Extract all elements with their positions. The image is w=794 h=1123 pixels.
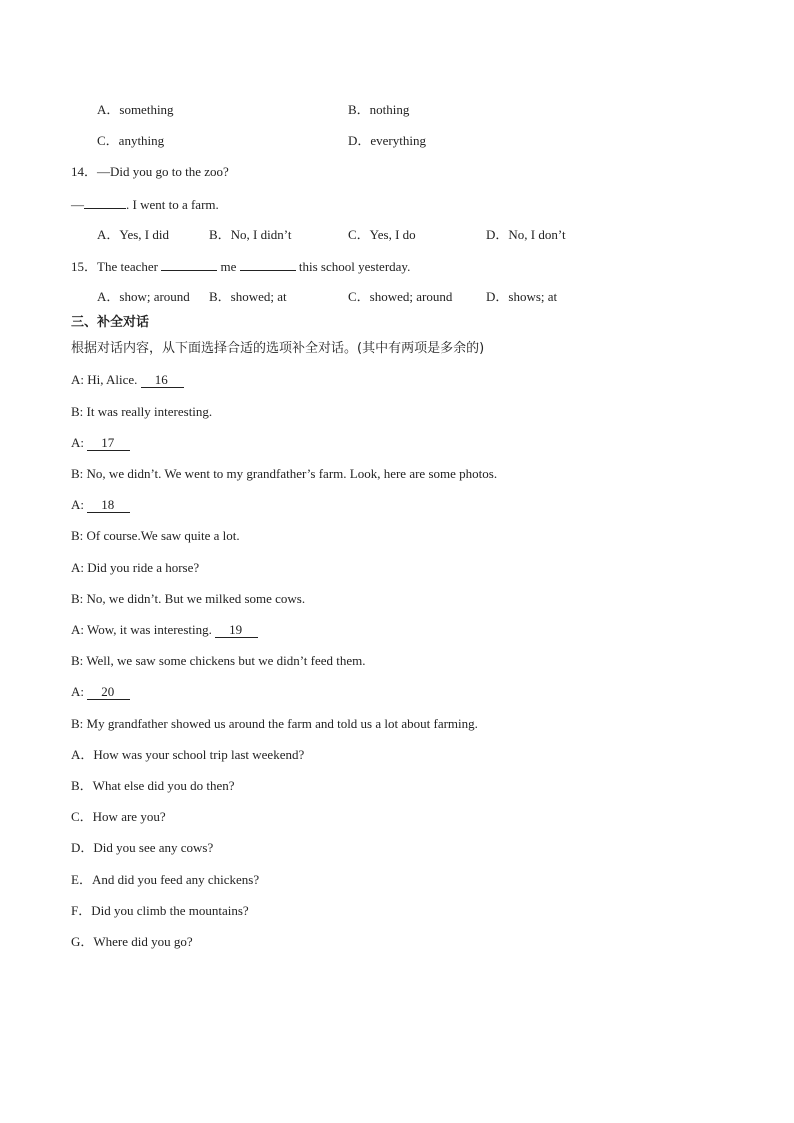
dialogue-blank-19[interactable]: 19: [215, 622, 258, 638]
reply-dash: —: [71, 197, 84, 212]
q15-option-c: [348, 288, 452, 306]
option-letter: D．: [348, 133, 371, 148]
choice-d: [71, 839, 213, 857]
question-text-part3: this school yesterday.: [298, 259, 411, 274]
q14-prompt: [71, 163, 229, 181]
option-text: No, I didn’t: [230, 227, 292, 242]
dialogue-blank-20[interactable]: 20: [87, 684, 130, 700]
option-letter: C．: [348, 289, 370, 304]
speaker: A:: [71, 622, 84, 637]
option-text: something: [119, 102, 174, 117]
option-text: Yes, I did: [119, 227, 169, 242]
question-number: 14．: [71, 164, 98, 179]
dialogue-line-9: [71, 621, 258, 639]
option-letter: C．: [348, 227, 370, 242]
dialogue-text: Hi, Alice.: [87, 372, 138, 387]
q15-option-b: [209, 288, 287, 306]
option-letter: B．: [348, 102, 370, 117]
dialogue-text: It was really interesting.: [86, 404, 213, 419]
option-letter: D．: [486, 227, 509, 242]
q13-option-b: [348, 101, 409, 119]
dialogue-line-10: [71, 652, 366, 670]
speaker: A:: [71, 497, 84, 512]
option-letter: B．: [209, 227, 231, 242]
q14-option-c: [348, 226, 416, 244]
dialogue-line-3: [71, 434, 130, 452]
q15-option-d: [486, 288, 557, 306]
dialogue-blank-18[interactable]: 18: [87, 497, 130, 513]
speaker: B:: [71, 591, 84, 606]
choice-b: [71, 777, 235, 795]
choice-letter: A．: [71, 747, 94, 762]
q14-reply: [71, 195, 219, 213]
dialogue-text: No, we didn’t. But we milked some cows.: [86, 591, 306, 606]
dialogue-text: Of course.We saw quite a lot.: [86, 528, 240, 543]
reply-text: . I went to a farm.: [126, 197, 219, 212]
choice-text: How are you?: [92, 809, 166, 824]
q15-option-a: [97, 288, 190, 306]
dialogue-line-1: [71, 371, 184, 389]
q13-option-d: [348, 132, 426, 150]
choice-g: [71, 933, 193, 951]
speaker: B:: [71, 716, 84, 731]
option-text: showed; at: [230, 289, 287, 304]
dialogue-text: Well, we saw some chickens but we didn’t feed them.: [86, 653, 366, 668]
dialogue-line-7: [71, 559, 199, 577]
dialogue-line-4: [71, 465, 497, 483]
choice-f: [71, 902, 249, 920]
option-text: showed; around: [369, 289, 453, 304]
choice-letter: G．: [71, 934, 94, 949]
option-letter: A．: [97, 289, 120, 304]
dialogue-line-6: [71, 527, 240, 545]
q14-option-b: [209, 226, 291, 244]
dialogue-text: My grandfather showed us around the farm and told us a lot about farming.: [86, 716, 478, 731]
choice-text: And did you feed any chickens?: [91, 872, 260, 887]
q13-option-c: [97, 132, 164, 150]
choice-a: [71, 746, 304, 764]
option-text: shows; at: [508, 289, 558, 304]
question-text-part2: me: [220, 259, 237, 274]
question-text-part1: The teacher: [97, 259, 158, 274]
speaker: A:: [71, 560, 84, 575]
question-text: —Did you go to the zoo?: [97, 164, 229, 179]
dialogue-blank-16[interactable]: 16: [141, 372, 184, 388]
option-text: everything: [370, 133, 426, 148]
choice-e: [71, 871, 259, 889]
q13-option-a: [97, 101, 174, 119]
dialogue-blank-17[interactable]: 17: [87, 435, 130, 451]
dialogue-line-2: [71, 403, 212, 421]
option-text: anything: [118, 133, 165, 148]
option-letter: A．: [97, 227, 120, 242]
option-text: show; around: [119, 289, 190, 304]
speaker: A:: [71, 435, 84, 450]
choice-letter: B．: [71, 778, 93, 793]
speaker: A:: [71, 372, 84, 387]
section-instruction: 根据对话内容，从下面选择合适的选项补全对话。(其中有两项是多余的): [71, 341, 485, 356]
option-letter: D．: [486, 289, 509, 304]
choice-text: How was your school trip last weekend?: [93, 747, 305, 762]
choice-text: Did you climb the mountains?: [91, 903, 249, 918]
speaker: B:: [71, 653, 84, 668]
option-letter: B．: [209, 289, 231, 304]
dialogue-line-5: [71, 496, 130, 514]
option-text: nothing: [369, 102, 410, 117]
choice-text: Where did you go?: [93, 934, 193, 949]
answer-blank-2[interactable]: [240, 257, 296, 271]
question-number: 15．: [71, 259, 98, 274]
section-heading: 三、补全对话: [71, 315, 150, 330]
dialogue-line-11: [71, 683, 130, 701]
q14-option-a: [97, 226, 169, 244]
speaker: B:: [71, 528, 84, 543]
dialogue-text: No, we didn’t. We went to my grandfather’s farm. Look, here are some photos.: [86, 466, 498, 481]
choice-letter: E．: [71, 872, 92, 887]
choice-text: What else did you do then?: [92, 778, 235, 793]
option-letter: C．: [97, 133, 119, 148]
dialogue-text: Wow, it was interesting.: [87, 622, 212, 637]
answer-blank[interactable]: [84, 195, 126, 209]
speaker: A:: [71, 684, 84, 699]
dialogue-text: Did you ride a horse?: [87, 560, 200, 575]
speaker: B:: [71, 466, 84, 481]
choice-letter: F．: [71, 903, 92, 918]
q14-option-d: [486, 226, 566, 244]
choice-c: [71, 808, 166, 826]
speaker: B:: [71, 404, 84, 419]
dialogue-line-12: [71, 715, 478, 733]
option-text: No, I don’t: [508, 227, 566, 242]
option-letter: A．: [97, 102, 120, 117]
q15-prompt: [71, 257, 410, 275]
answer-blank-1[interactable]: [161, 257, 217, 271]
option-text: Yes, I do: [369, 227, 416, 242]
choice-text: Did you see any cows?: [93, 840, 214, 855]
choice-letter: D．: [71, 840, 94, 855]
dialogue-line-8: [71, 590, 305, 608]
choice-letter: C．: [71, 809, 93, 824]
